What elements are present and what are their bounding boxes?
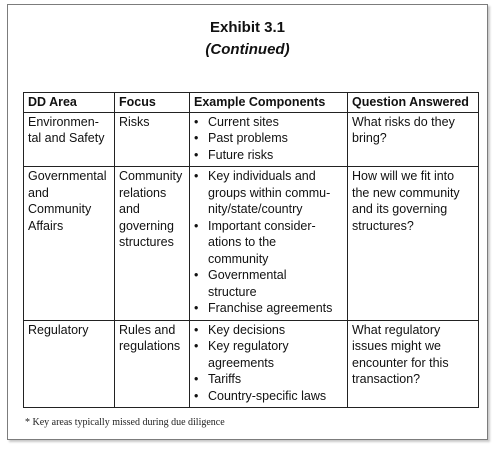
header-focus: Focus bbox=[115, 93, 190, 113]
exhibit-frame bbox=[7, 4, 488, 440]
components-list bbox=[194, 322, 343, 405]
footnote: * Key areas typically missed during due diligence bbox=[25, 417, 225, 428]
component-item: • Franchise agreements bbox=[208, 300, 343, 317]
component-item: • Past problems bbox=[208, 130, 343, 147]
cell-focus bbox=[115, 112, 190, 167]
component-item: • Current sites bbox=[208, 114, 343, 131]
cell-question-answered-text: How will we fit into the new community and its governing structures? bbox=[352, 169, 460, 233]
cell-example-components bbox=[190, 320, 348, 408]
cell-focus-text: Risks bbox=[119, 114, 150, 129]
cell-question-answered-text: What risks do they bring? bbox=[352, 114, 455, 145]
component-item: • Key regulatory agreements bbox=[208, 338, 343, 371]
cell-example-components bbox=[190, 112, 348, 167]
component-item: • Country-specific laws bbox=[208, 388, 343, 405]
table-body bbox=[24, 112, 479, 408]
table-row bbox=[24, 167, 479, 321]
cell-focus-text: Community relations and governing structures bbox=[119, 169, 183, 249]
cell-focus bbox=[115, 167, 190, 321]
cell-dd-area bbox=[24, 167, 115, 321]
cell-question-answered bbox=[348, 167, 479, 321]
component-item: • Governmental structure bbox=[208, 267, 343, 300]
due-diligence-table bbox=[23, 92, 479, 408]
cell-question-answered-text: What regulatory issues might we encounter for this transaction? bbox=[352, 322, 449, 386]
table-row bbox=[24, 112, 479, 167]
cell-dd-area-text: Governmental and Community Affairs bbox=[28, 169, 107, 233]
table-row bbox=[24, 320, 479, 408]
components-list bbox=[194, 114, 343, 164]
exhibit-subtitle: (Continued) bbox=[205, 41, 290, 58]
cell-question-answered bbox=[348, 112, 479, 167]
cell-focus bbox=[115, 320, 190, 408]
component-item: • Key decisions bbox=[208, 322, 343, 339]
cell-example-components bbox=[190, 167, 348, 321]
component-item: • Key individuals and groups within commu- nity/state/country bbox=[208, 168, 343, 218]
exhibit-title: Exhibit 3.1 bbox=[209, 19, 286, 36]
cell-dd-area-text: Environmen- tal and Safety bbox=[28, 114, 105, 145]
table-header-row bbox=[24, 93, 479, 113]
cell-focus-text: Rules and regulations bbox=[119, 322, 181, 353]
header-question-answered: Question Answered bbox=[348, 93, 479, 113]
header-example-components: Example Components bbox=[190, 93, 348, 113]
component-item: • Tariffs bbox=[208, 371, 343, 388]
component-item: • Future risks bbox=[208, 147, 343, 164]
cell-dd-area bbox=[24, 112, 115, 167]
header-dd-area: DD Area bbox=[24, 93, 115, 113]
cell-dd-area-text: Regulatory bbox=[28, 322, 89, 337]
cell-dd-area bbox=[24, 320, 115, 408]
component-item: • Important consider- ations to the community bbox=[208, 218, 343, 268]
cell-question-answered bbox=[348, 320, 479, 408]
components-list bbox=[194, 168, 343, 317]
